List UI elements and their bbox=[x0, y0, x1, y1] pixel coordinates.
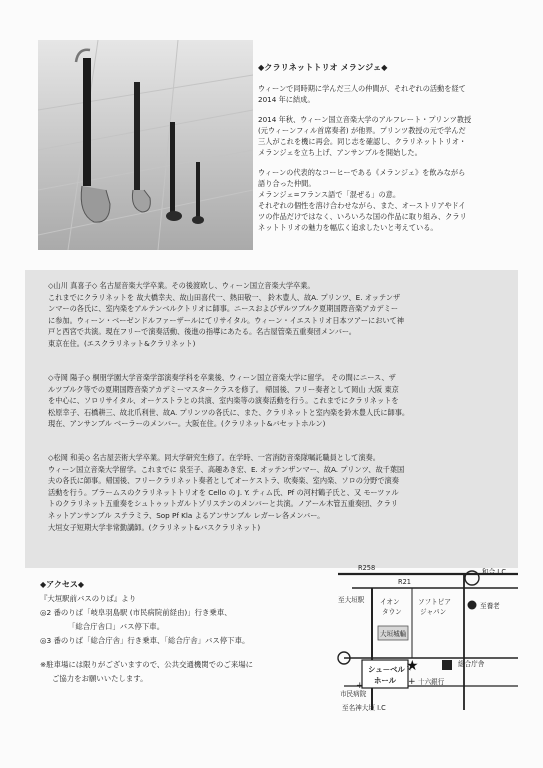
access-map bbox=[322, 560, 520, 718]
bio-line: 戸と西宮で共演。現在フリーで演奏活動、後進の指導にあたる。名古屋管楽五重奏団メンバー。 bbox=[48, 327, 356, 337]
intro-line: (元ウィーンフィル首席奏者) が他界。プリンツ教授の元で学んだ bbox=[258, 126, 466, 135]
bio-line: 夫の各氏に師事。帰国後、フリークラリネット奏者としてオーケストラ、吹奏楽、室内楽、ソロの分野で演奏 bbox=[48, 476, 399, 486]
access-subtitle: 『大垣駅前バスのりば』より bbox=[40, 594, 137, 603]
access-title: ◆アクセス◆ bbox=[40, 580, 85, 589]
parking-note: ※駐車場には限りがございますので、公共交通機関でのご来場に bbox=[40, 660, 253, 669]
bio-line: を中心に、ソロリサイタル、オーケストラとの共演、室内楽等の演奏活動を行う。これまでにクラリネットを bbox=[48, 396, 399, 406]
label-venue-1: シュ－ベルト bbox=[368, 665, 413, 674]
label-softopia-1: ソフトピア bbox=[418, 598, 451, 606]
intro-paragraph bbox=[258, 114, 518, 158]
intro-line: 2014 年に結成。 bbox=[258, 95, 315, 104]
bio-line: 松原幸子、石橋耕三、故北爪利世、故A. プリンツの各氏に、また、クラリネットと室内楽を鈴木豊人氏に師事。 bbox=[48, 407, 410, 417]
intro-title: ◆クラリネットトリオ メランジェ◆ bbox=[258, 62, 388, 72]
access-section bbox=[40, 578, 330, 686]
bio-line: 活動を行う。ブラームスのクラリネットトリオを Cello の J. Y. ティム氏、Pf の河村鶴子氏と、又 モーツァル bbox=[48, 487, 399, 497]
bio-line: これまでにクラリネットを 故大橋幸夫、故山田喜代一、熱田敬一、 鈴木豊人、故A. プリンツ、E. オッテンザ bbox=[48, 292, 401, 302]
bio-line: ウィーン国立音楽大学留学。これまでに 泉至子、高趣あき宏、E. オッテンザンマー、故A. プリンツ、故千葉国 bbox=[48, 464, 405, 474]
intro-line: メランジェを立ち上げ、アンサンブルを開始した。 bbox=[258, 148, 422, 157]
bio-line: ◇寺岡 陽子◇ 桐朋学園大学音楽学部演奏学科を卒業後、ウィーン国立音楽大学に留学。 その間にニース、ザ bbox=[48, 373, 396, 382]
clarinets-illustration bbox=[38, 40, 253, 250]
bio-line: 大垣女子短期大学非常勤講師。(クラリネット&バスクラリネット) bbox=[48, 522, 261, 532]
intro-line: ウィーンで同時期に学んだ三人の仲間が、それぞれの活動を経て bbox=[258, 84, 466, 93]
spacer bbox=[40, 648, 330, 658]
label-r21: R21 bbox=[398, 578, 411, 586]
bio-line: ◇松岡 和美◇ 名古屋芸術大学卒業。同大学研究生修了。在学時、一宮消防音楽隊嘱託職員として演奏。 bbox=[48, 453, 380, 462]
label-aeon-1: イオン bbox=[380, 598, 400, 606]
intro-section bbox=[258, 62, 518, 242]
bio-line: 東京在住。(エスクラリネット&クラリネット) bbox=[48, 338, 196, 348]
label-meishin-ic: 至名神大垣 I.C bbox=[342, 704, 386, 712]
clarinet-photo bbox=[38, 40, 253, 250]
label-aeon-2: タウン bbox=[382, 608, 402, 616]
bio-teraoka bbox=[48, 372, 496, 430]
bio-line: トのクラリネット五重奏をシュトゥットガルトゾリステンのメンバーと共演。ノアール木管五重奏団、クラリ bbox=[48, 499, 398, 509]
label-bank: 十六銀行 bbox=[418, 678, 445, 686]
government-marker bbox=[442, 660, 452, 670]
route-line: 「総合庁舎口」バス停下車。 bbox=[68, 622, 165, 631]
intro-line: 三人がこれを機に再会。同じ志を確認し、クラリネットトリオ・ bbox=[258, 137, 467, 146]
hospital-cross-icon: + bbox=[356, 681, 364, 691]
bio-matsuoka bbox=[48, 452, 496, 533]
intro-paragraph bbox=[258, 167, 518, 233]
intro-paragraph bbox=[258, 83, 518, 105]
parking-note: ご協力をお願いいたします。 bbox=[52, 674, 148, 683]
label-wago-ic: 和合 I.C bbox=[482, 568, 506, 576]
label-government: 総合庁舎 bbox=[458, 660, 485, 668]
bio-line: ルツブルク等での夏期国際音楽アカデミーマスタークラスを修了。 帰国後、フリー奏者として岡山 大阪 東京 bbox=[48, 384, 399, 394]
bio-line: ◇山川 真喜子◇ 名古屋音楽大学卒業。その後渡欧し、ウィーン国立音楽大学卒業。 bbox=[48, 281, 315, 290]
intro-line: それぞれの個性を溶け合わせながら、また、オーストリアやドイ bbox=[258, 201, 466, 210]
label-softopia-2: ジャパン bbox=[420, 608, 447, 616]
venue-star-icon: ★ bbox=[406, 658, 419, 674]
route-line: ◎3 番のりば「総合庁舎」行き乗車、「総合庁舎」バス停下車。 bbox=[40, 636, 250, 645]
bio-line: 現在、アンサンブル ベーラーのメンバー。大阪在住。(クラリネット&バセットホルン) bbox=[48, 419, 326, 429]
bio-line: ンマーの各氏に、室内楽をアルテンベルクトリオに師事。ニースおよびザルツブルク夏期国際音楽アカデミー bbox=[48, 304, 399, 314]
label-ogaki-station: 至大垣駅 bbox=[338, 596, 365, 604]
label-venue-2: ホール bbox=[374, 676, 397, 685]
label-hospital: 市民病院 bbox=[340, 690, 367, 698]
intro-line: ウィーンの代表的なコーヒーである《メランジェ》を飲みながら bbox=[258, 168, 466, 177]
intro-line: ツの作品だけではなく、いろいろな国の作品に取り組み、クラリ bbox=[258, 212, 467, 221]
bio-yamakawa bbox=[48, 280, 496, 350]
intro-line: 語り合った仲間。 bbox=[258, 179, 316, 188]
bio-line: に参加。ウィーン・ベーゼンドルファーザールにてリサイタル。ウィーン・イエストリオ日本ツアーにおいて神 bbox=[48, 315, 404, 325]
label-yoro: 至養老 bbox=[480, 602, 500, 610]
label-civic-square: 大垣城輪 bbox=[380, 630, 407, 638]
bio-line: ネットアンサンブル ステラミラ、Sop Pf Kla よるアンサンブル レガーレ各メンバー。 bbox=[48, 510, 325, 520]
intro-line: ネットトリオの魅力を幅広く追求したいと考えている。 bbox=[258, 223, 438, 232]
yoro-marker bbox=[468, 601, 477, 610]
intro-line: メランジェ=フランス語で「混ぜる」の意。 bbox=[258, 190, 401, 199]
route-line: ◎2 番のりば「岐阜羽島駅 (市民病院前経由)」行き乗車、 bbox=[40, 608, 232, 617]
bank-cross-icon: + bbox=[408, 677, 416, 687]
label-r258: R258 bbox=[358, 564, 376, 572]
intro-line: 2014 年秋、ウィーン国立音楽大学のアルフレート・プリンツ教授 bbox=[258, 115, 472, 124]
